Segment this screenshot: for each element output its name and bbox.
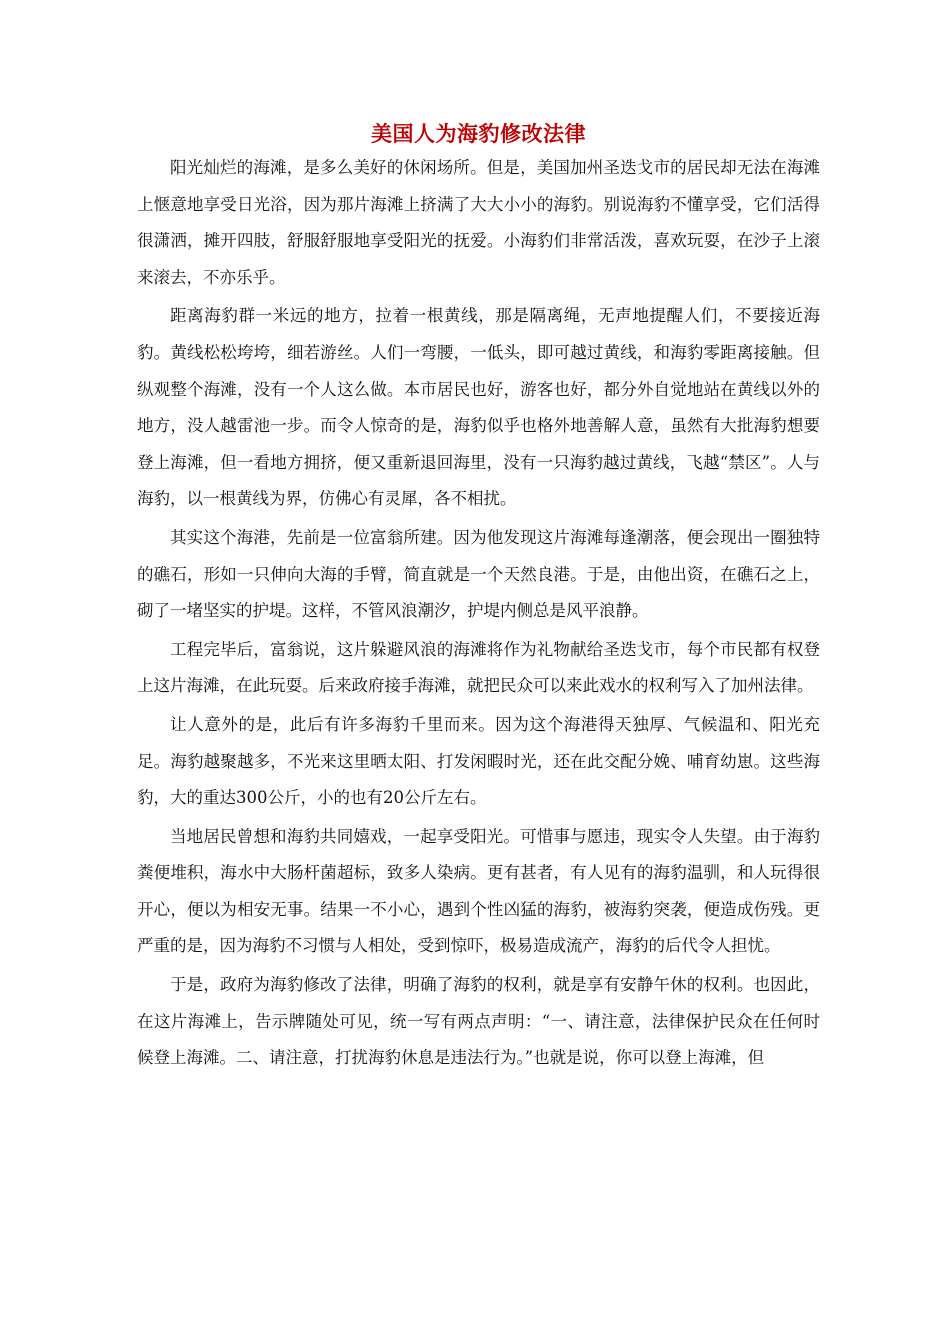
paragraph: 当地居民曾想和海豹共同嬉戏，一起享受阳光。可惜事与愿违，现实令人失望。由于海豹粪便堆积，海水中大肠杆菌超标，致多人染病。更有甚者，有人见有的海豹温驯，和人玩得很开心，便以为相安无事。结果一不小心，遇到个性凶猛的海豹，被海豹突袭，便造成伤残。更严重的是，因为海豹不习惯与人相处，受到惊吓，极易造成流产，海豹的后代令人担忧。 [137,826,820,956]
paragraph: 于是，政府为海豹修改了法律，明确了海豹的权利，就是享有安静午休的权利。也因此，在这片海滩上，告示牌随处可见，统一写有两点声明：“一、请注意，法律保护民众在任何时候登上海滩。二、请注意，打扰海豹休息是违法行为。”也就是说，你可以登上海滩，但 [137,975,820,1068]
document-page [137,118,820,1079]
paragraph: 让人意外的是，此后有许多海豹千里而来。因为这个海港得天独厚、气候温和、阳光充足。海豹越聚越多，不光来这里晒太阳、打发闲暇时光，还在此交配分娩、哺育幼崽。这些海豹，大的重达300公斤，小的也有20公斤左右。 [137,714,820,808]
paragraph: 其实这个海港，先前是一位富翁所建。因为他发现这片海滩每逢潮落，便会现出一圈独特的礁石，形如一只伸向大海的手臂，简直就是一个天然良港。于是，由他出资，在礁石之上，砌了一堵坚实的护堤。这样，不管风浪潮汐，护堤内侧总是风平浪静。 [137,527,820,621]
paragraph: 阳光灿烂的海滩，是多么美好的休闲场所。但是，美国加州圣迭戈市的居民却无法在海滩上惬意地享受日光浴，因为那片海滩上挤满了大大小小的海豹。别说海豹不懂享受，它们活得很潇洒，摊开四肢，舒服舒服地享受阳光的抚爱。小海豹们非常活泼，喜欢玩耍，在沙子上滚来滚去，不亦乐乎。 [137,158,820,287]
paragraph: 距离海豹群一米远的地方，拉着一根黄线，那是隔离绳，无声地提醒人们，不要接近海豹。黄线松松垮垮，细若游丝。人们一弯腰，一低头，即可越过黄线，和海豹零距离接触。但纵观整个海滩，没有一个人这么做。本市居民也好，游客也好，都分外自觉地站在黄线以外的地方，没人越雷池一步。而令人惊奇的是，海豹似乎也格外地善解人意，虽然有大批海豹想要登上海滩，但一看地方拥挤，便又重新退回海里，没有一只海豹越过黄线，飞越“禁区”。人与海豹，以一根黄线为界，仿佛心有灵犀，各不相扰。 [137,306,820,509]
paragraph: 工程完毕后，富翁说，这片躲避风浪的海滩将作为礼物献给圣迭戈市，每个市民都有权登上这片海滩，在此玩耍。后来政府接手海滩，就把民众可以来此戏水的权利写入了加州法律。 [137,639,820,696]
document-title: 美国人为海豹修改法律 [371,121,586,146]
